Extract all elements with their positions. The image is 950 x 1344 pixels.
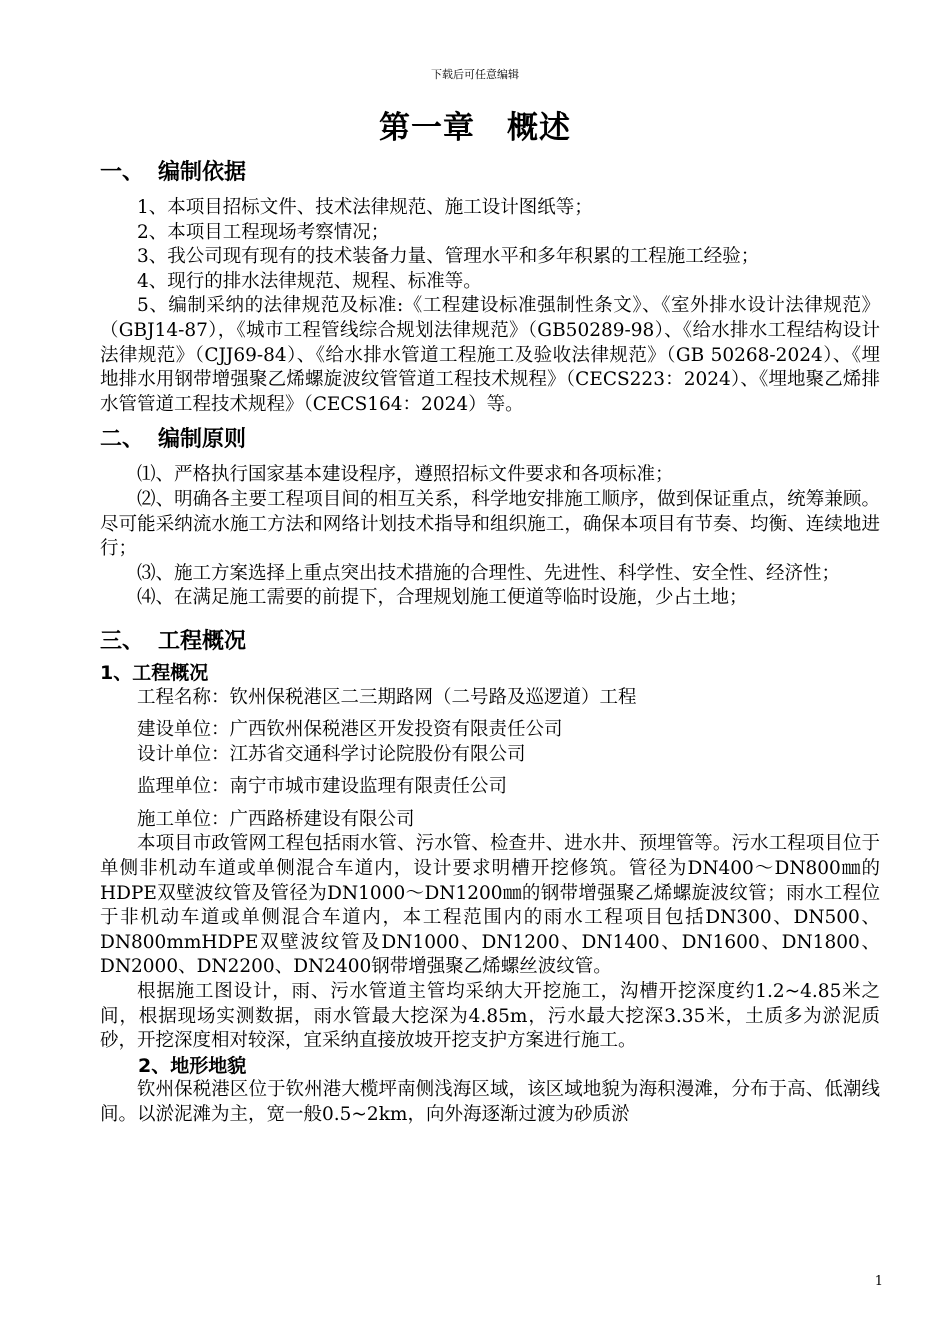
builder-unit: 建设单位：广西钦州保税港区开发投资有限责任公司	[137, 719, 563, 741]
list-item: 1、本项目招标文件、技术法律规范、施工设计图纸等；	[137, 197, 593, 218]
supervisor-unit: 监理单位：南宁市城市建设监理有限责任公司	[137, 776, 508, 798]
contractor-unit: 施工单位：广西路桥建设有限公司	[137, 808, 415, 830]
chapter-title: 第一章 概述	[379, 110, 571, 146]
document-body	[100, 158, 880, 1128]
list-item: 4、现行的排水法律规范、规程、标准等。	[137, 270, 482, 292]
subsection-title: 1、工程概况	[100, 661, 209, 684]
page-number: 1	[874, 1274, 883, 1289]
list-item: 3、我公司现有现有的技术装备力量、管理水平和多年积累的工程施工经验；	[137, 246, 760, 268]
section-heading-principles	[100, 425, 880, 455]
list-item: ⑴、严格执行国家基本建设程序，遵照招标文件要求和各项标准；	[137, 464, 674, 486]
subsection-title: 2、地形地貌	[138, 1054, 247, 1077]
designer-unit: 设计单位：江苏省交通科学讨论院股份有限公司	[137, 743, 526, 765]
section-heading-basis	[100, 158, 880, 188]
body-paragraph: 本项目市政管网工程包括雨水管、污水管、检查井、进水井、预埋管等。污水工程项目位于单侧非机动车道或单侧混合车道内，设计要求明槽开挖修筑。管径为DN400～DN800㎜的HDPE双壁波纹管及管径为DN1000～DN1200㎜的钢带增强聚乙烯螺旋波纹管；雨水工程位于非机动车道或单侧混合车道内，本工程范围内的雨水工程项目包括DN300、DN500、DN800mmHDPE双壁波纹管及DN1000、DN1200、DN1400、DN1600、DN1800、DN2000、DN2200、DN2400钢带增强聚乙烯螺丝波纹管。	[100, 833, 880, 978]
body-paragraph: 根据施工图设计，雨、污水管道主管均采纳大开挖施工，沟槽开挖深度约1.2~4.85米之间，根据现场实测数据，雨水管最大挖深为4.85m，污水最大挖深3.35米，土质多为淤泥质砂，开挖深度相对较深，宜采纳直接放坡开挖支护方案进行施工。	[100, 981, 880, 1052]
section-title: 编制原则	[158, 427, 247, 453]
list-item: ⑷、在满足施工需要的前提下，合理规划施工便道等临时设施，少占土地；	[137, 587, 748, 609]
list-item: ⑶、施工方案选择上重点突出技术措施的合理性、先进性、科学性、安全性、经济性；	[137, 562, 841, 584]
project-name: 工程名称：钦州保税港区二三期路网（二号路及巡逻道）工程	[137, 686, 637, 708]
section-title: 编制依据	[158, 160, 247, 185]
body-paragraph: 钦州保税港区位于钦州港大榄坪南侧浅海区域，该区域地貌为海积漫滩，分布于高、低潮线间。以淤泥滩为主，宽一般0.5~2km，向外海逐渐过渡为砂质淤	[100, 1079, 880, 1125]
section-heading-overview	[100, 627, 880, 657]
list-item: ⑵、明确各主要工程项目间的相互关系，科学地安排施工顺序，做到保证重点，统筹兼顾。尽可能采纳流水施工方法和网络计划技术指导和组织施工，确保本项目有节奏、均衡、连续地进行；	[100, 488, 880, 560]
list-item: 5、编制采纳的法律规范及标准:《工程建设标准强制性条文》、《室外排水设计法律规范》（GBJ14-87），《城市工程管线综合规划法律规范》（GB50289-98）、《给水排水工程结构设计法律规范》（CJJ69-84）、《给水排水管道工程施工及验收法律规范》（GB 50268-2024）、《埋地排水用钢带增强聚乙烯螺旋波纹管管道工程技术规程》（CECS223：2024）、《埋地聚乙烯排水管管道工程技术规程》（CECS164：2024）等。	[100, 295, 880, 415]
section-title: 工程概况	[158, 628, 247, 654]
header-note: 下载后可任意编辑	[431, 68, 519, 81]
list-item: 2、本项目工程现场考察情况；	[137, 221, 390, 243]
section-number: 二、	[100, 427, 145, 453]
section-number: 一、	[100, 160, 145, 185]
section-number: 三、	[100, 628, 145, 654]
